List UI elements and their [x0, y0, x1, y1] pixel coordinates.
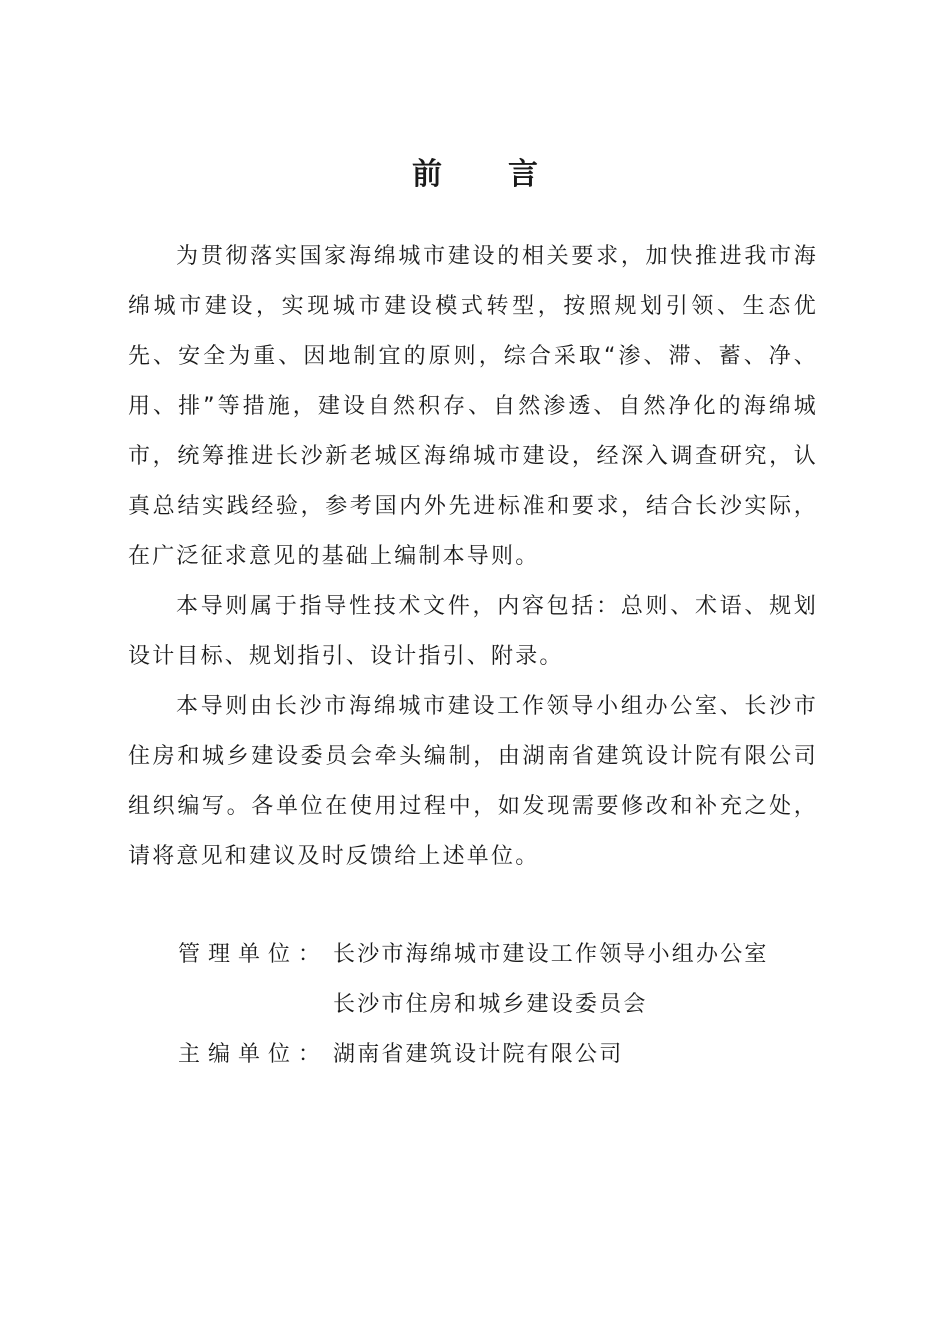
paragraph-2: 本导则属于指导性技术文件，内容包括：总则、术语、规划设计目标、规划指引、设计指引、附录。 — [128, 594, 818, 669]
management-unit-names — [333, 930, 769, 1030]
management-unit-label: 管理单位： — [178, 942, 329, 967]
page-title: 前 言 — [412, 157, 556, 192]
preface-body — [128, 232, 818, 882]
management-unit-name: 长沙市住房和城乡建设委员会 — [333, 992, 648, 1017]
chief-editor-unit-row — [178, 1030, 769, 1080]
management-unit-row — [178, 930, 769, 1030]
chief-editor-unit-names — [333, 1030, 623, 1080]
management-unit-name: 长沙市海绵城市建设工作领导小组办公室 — [333, 942, 769, 967]
units-block — [178, 930, 769, 1080]
paragraph-3: 本导则由长沙市海绵城市建设工作领导小组办公室、长沙市住房和城乡建设委员会牵头编制，由湖南省建筑设计院有限公司组织编写。各单位在使用过程中，如发现需要修改和补充之处，请将意见和建议及时反馈给上述单位。 — [128, 694, 818, 869]
chief-editor-unit-name: 湖南省建筑设计院有限公司 — [333, 1042, 624, 1067]
chief-editor-unit-label: 主编单位： — [178, 1042, 329, 1067]
paragraph-1: 为贯彻落实国家海绵城市建设的相关要求，加快推进我市海绵城市建设，实现城市建设模式转型，按照规划引领、生态优先、安全为重、因地制宜的原则，综合采取“渗、滞、蓄、净、用、排”等措施，建设自然积存、自然渗透、自然净化的海绵城市，统筹推进长沙新老城区海绵城市建设，经深入调查研究，认真总结实践经验，参考国内外先进标准和要求，结合长沙实际，在广泛征求意见的基础上编制本导则。 — [128, 244, 818, 569]
